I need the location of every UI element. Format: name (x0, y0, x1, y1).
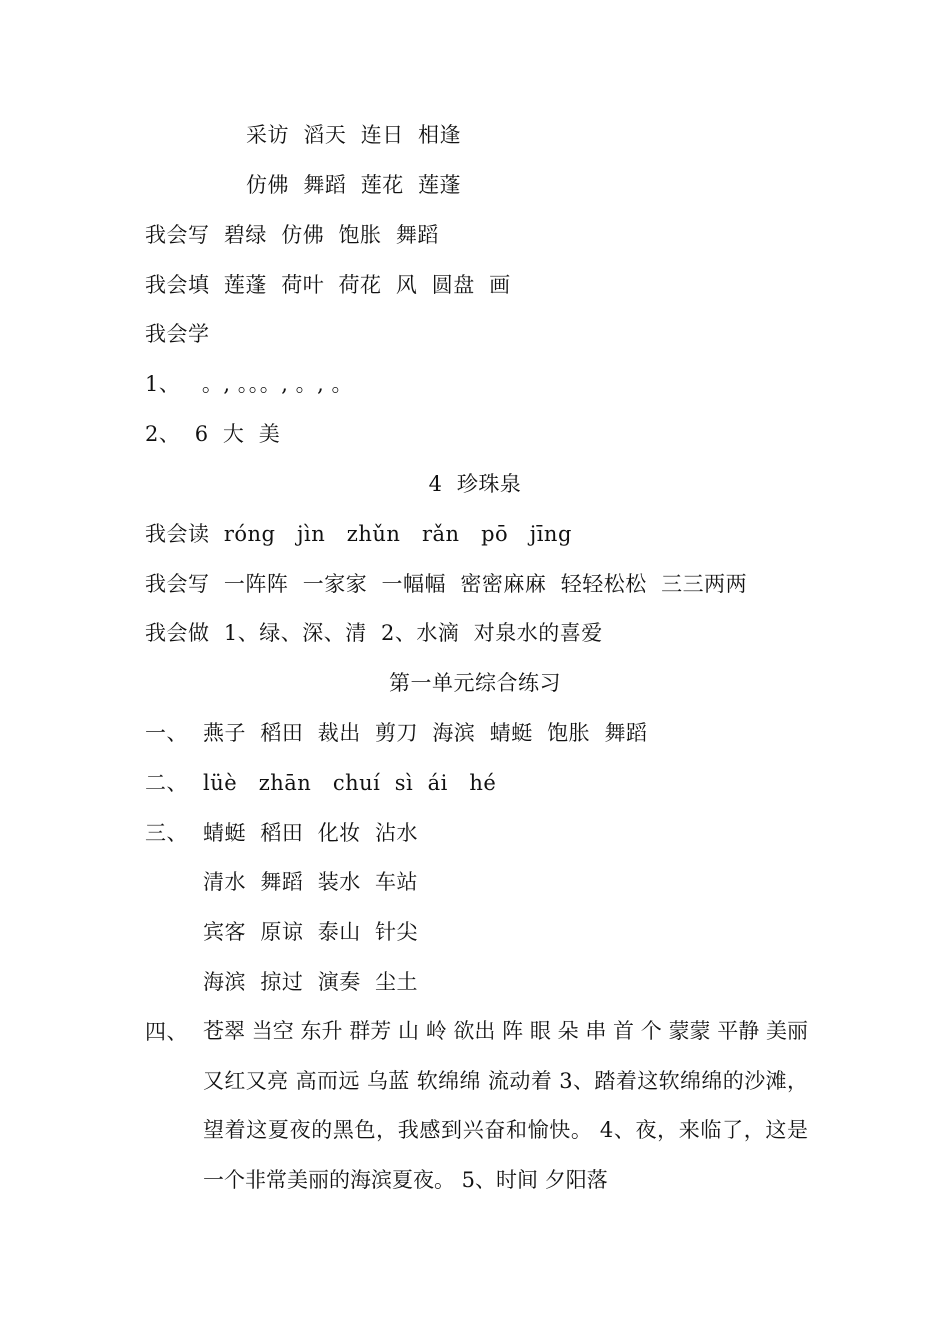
section-number-2: 二、 (145, 771, 188, 795)
section-2-pinyin: lüè zhān chuí sì ái hé (203, 771, 497, 795)
learn-heading: 我会学 (145, 322, 210, 346)
section-4-paragraph: 苍翠 当空 东升 群芳 山 岭 欲出 阵 眼 朵 串 首 个 蒙蒙 平静 美丽 又红又亮 高而远 乌蓝 软绵绵 流动着 3、踏着这软绵绵的沙滩，望着这夏夜的黑色，我感到兴奋和愉快。 4、夜，来临了，这是一个非常美丽的海滨夏夜。 5、时间 夕阳落 (203, 1019, 808, 1192)
section-number-4: 四、 (145, 1020, 188, 1044)
section-number-3: 三、 (145, 821, 188, 845)
section-number-1: 一、 (145, 721, 188, 745)
do-answers-line: 我会做 1、绿、深、清 2、水滴 对泉水的喜爱 (145, 621, 603, 645)
answer-line-2: 2、 6 大 美 (145, 422, 281, 446)
section-3-row-4: 海滨 掠过 演奏 尘土 (203, 970, 419, 994)
lesson-title: 4 珍珠泉 (428, 472, 522, 496)
word-list-line-2: 仿佛 舞蹈 莲花 莲蓬 (246, 173, 462, 197)
answer-line-1: 1、 。, 。。。, 。, 。 (145, 372, 353, 396)
word-list-line-1: 采访 滔天 连日 相逢 (246, 123, 462, 147)
write-words-line: 我会写 碧绿 仿佛 饱胀 舞蹈 (145, 223, 439, 247)
section-3-row-1: 蜻蜓 稻田 化妆 沾水 (203, 821, 419, 845)
write-words-line-2: 我会写 一阵阵 一家家 一幅幅 密密麻麻 轻轻松松 三三两两 (145, 572, 748, 596)
unit-review-title: 第一单元综合练习 (389, 671, 561, 695)
read-pinyin-line: 我会读 róng jìn zhǔn rǎn pō jīng (145, 522, 572, 546)
section-3-row-2: 清水 舞蹈 装水 车站 (203, 870, 419, 894)
section-3-row-3: 宾客 原谅 泰山 针尖 (203, 920, 419, 944)
fill-words-line: 我会填 莲蓬 荷叶 荷花 风 圆盘 画 (145, 273, 511, 297)
section-1-answers: 燕子 稻田 裁出 剪刀 海滨 蜻蜓 饱胀 舞蹈 (203, 721, 648, 745)
